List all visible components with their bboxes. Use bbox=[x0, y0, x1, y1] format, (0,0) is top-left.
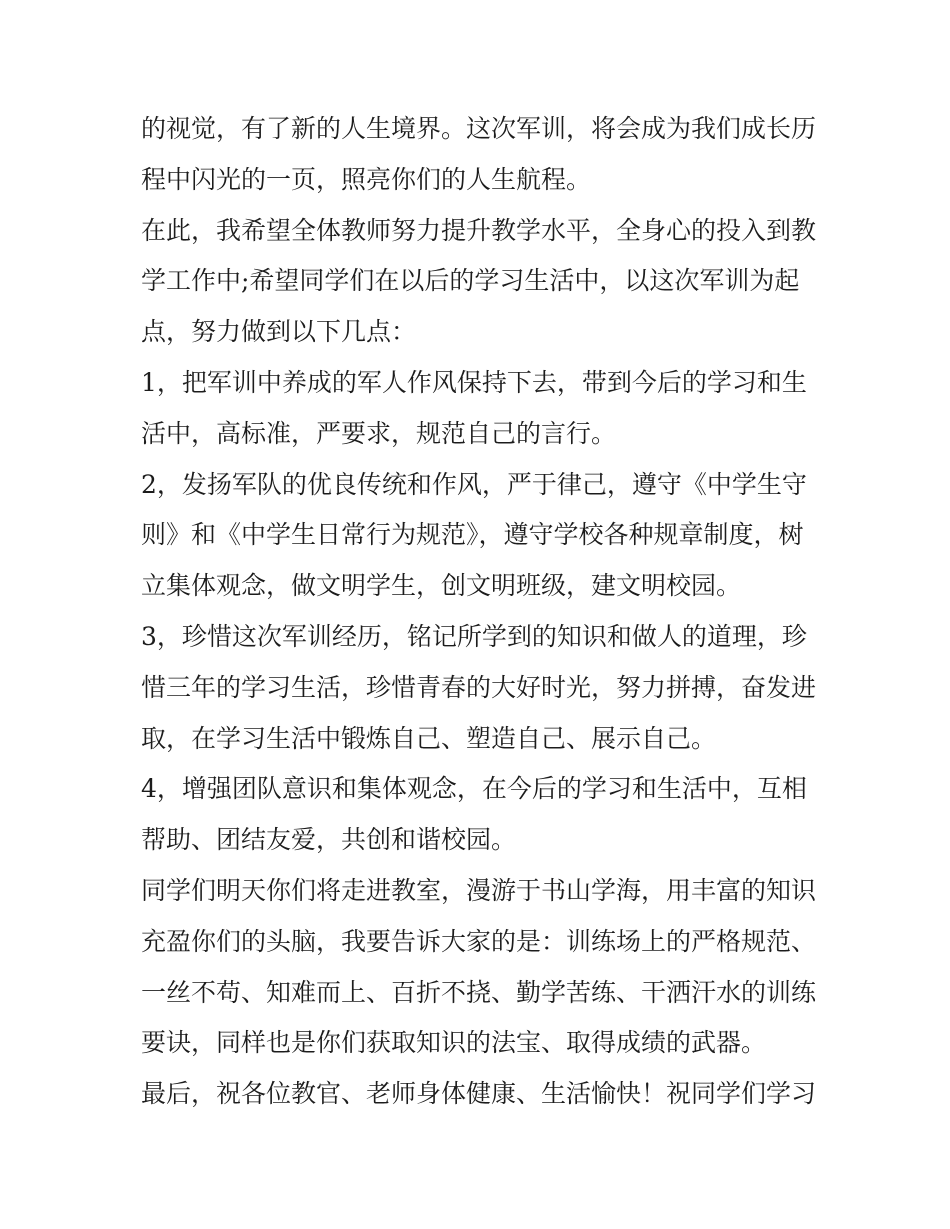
paragraph bbox=[141, 104, 821, 206]
paragraph bbox=[141, 206, 821, 358]
text-line: 帮助、团结友爱，共创和谐校园。 bbox=[141, 825, 517, 855]
paragraph bbox=[141, 358, 821, 460]
body-text bbox=[141, 104, 821, 1120]
paragraph bbox=[141, 1069, 821, 1120]
text-line: 则》和《中学生日常行为规范》，遵守学校各种规章制度，树 bbox=[141, 520, 804, 550]
text-line: 在此，我希望全体教师努力提升教学水平，全身心的投入到教 bbox=[141, 215, 817, 245]
text-line: 点，努力做到以下几点： bbox=[141, 317, 417, 347]
text-line: 充盈你们的头脑，我要告诉大家的是：训练场上的严格规范、 bbox=[141, 926, 817, 956]
text-line: 惜三年的学习生活，珍惜青春的大好时光，努力拼搏，奋发进 bbox=[141, 672, 817, 702]
paragraph bbox=[141, 764, 821, 866]
text-line: 要诀，同样也是你们获取知识的法宝、取得成绩的武器。 bbox=[141, 1028, 767, 1058]
text-line: 最后，祝各位教官、老师身体健康、生活愉快！祝同学们学习 bbox=[141, 1079, 817, 1109]
paragraph bbox=[141, 612, 821, 764]
text-line: 3，珍惜这次军训经历，铭记所学到的知识和做人的道理，珍 bbox=[141, 621, 807, 651]
text-line: 活中，高标准，严要求，规范自己的言行。 bbox=[141, 418, 617, 448]
text-line: 程中闪光的一页，照亮你们的人生航程。 bbox=[141, 164, 592, 194]
text-line: 1，把军训中养成的军人作风保持下去，带到今后的学习和生 bbox=[141, 367, 807, 397]
text-line: 取，在学习生活中锻炼自己、塑造自己、展示自己。 bbox=[141, 723, 717, 753]
paragraph bbox=[141, 866, 821, 1069]
text-line: 立集体观念，做文明学生，创文明班级，建文明校园。 bbox=[141, 571, 742, 601]
text-line: 同学们明天你们将走进教室，漫游于书山学海，用丰富的知识 bbox=[141, 875, 817, 905]
text-line: 的视觉，有了新的人生境界。这次军训，将会成为我们成长历 bbox=[141, 114, 817, 143]
text-line: 4，增强团队意识和集体观念，在今后的学习和生活中，互相 bbox=[141, 774, 807, 804]
text-line: 学工作中;希望同学们在以后的学习生活中，以这次军训为起 bbox=[141, 266, 800, 296]
text-line: 2，发扬军队的优良传统和作风，严于律己，遵守《中学生守 bbox=[141, 469, 807, 499]
text-line: 一丝不苟、知难而上、百折不挠、勤学苦练、干洒汗水的训练 bbox=[141, 977, 817, 1007]
paragraph bbox=[141, 460, 821, 612]
